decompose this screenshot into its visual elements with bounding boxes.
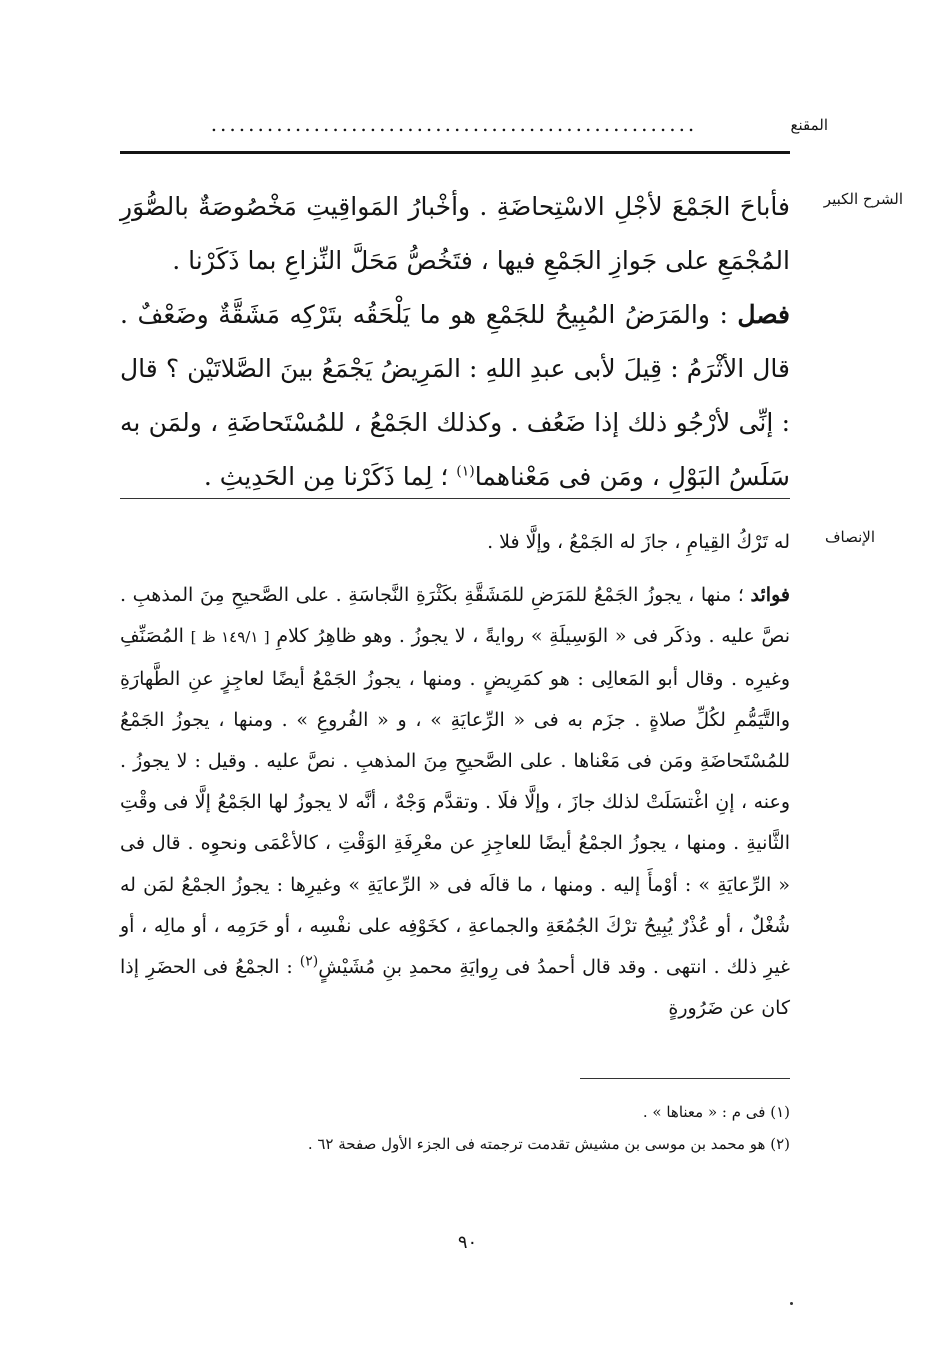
footnote-rule xyxy=(580,1078,790,1079)
sharh-text-block xyxy=(120,180,790,504)
footnote-1: (١) فى م : « معناها » . xyxy=(642,1103,790,1121)
fawaid-text-end: : الجمْعُ فى الحضَرِ إذا كان عن ضَرُورةٍ xyxy=(120,956,790,1020)
running-header-title: المقنع xyxy=(790,116,828,134)
sharh-side-label: الشرح الكبير xyxy=(823,190,903,208)
insaf-side-label: الإنصاف xyxy=(824,528,875,546)
fawaid-text-a: ؛ منها ، يجوزُ الجَمْعُ للمَرَضِ للمَشَقَّةِ بكَثْرَةِ النَّجاسَةِ . على الصَّحيحِ مِنَ المذهبِ . نصَّ عليه . وذكَر فى « الوَسِيلَةِ » روايةً ، لا يجوزُ . وهو ظاهِرُ كلامِ xyxy=(120,584,790,648)
header-rule xyxy=(120,151,790,154)
sharh-paragraph-2 xyxy=(120,288,790,504)
footnote-ref-2: (٢) xyxy=(299,953,319,970)
footnotes xyxy=(120,1096,790,1160)
page-number: ٩٠ xyxy=(457,1232,478,1253)
insaf-line-1: له تَرْكُ القِيامِ ، جازَ له الجَمْعُ ، وإلَّا فلا . xyxy=(487,531,790,553)
header-dot-leader: .................................................... xyxy=(210,112,698,136)
section-divider xyxy=(120,498,790,499)
insaf-text-block xyxy=(120,522,790,1029)
footnote-ref-1: (١) xyxy=(456,463,475,480)
sharh-paragraph-2-text: : والمَرَضُ المُبِيحُ للجَمْعِ هو ما يَلْحَقُه بتَرْكِه مَشَقَّةٌ وضَعْفٌ . قال الأثْرَمُ : قِيلَ لأبى عبدِ اللهِ : المَرِيضُ يَجْمَعُ بينَ الصَّلاتَيْن ؟ قال : إنِّى لأرْجُو ذلك إذا ضَعُف . وكذلك الجَمْعُ ، للمُسْتَحاضَةِ ، ولمَن به سَلَسُ البَوْلِ ، ومَن فى مَعْناهما xyxy=(120,300,791,491)
footnote-2: (٢) هو محمد بن موسى بن مشيش تقدمت ترجمته فى الجزء الأول صفحة ٦٢ . xyxy=(307,1135,790,1153)
sharh-paragraph-1: فأباحَ الجَمْعَ لأجْلِ الاسْتِحاضَةِ . وأخْبارُ المَواقِيتِ مَخْصُوصَةٌ بالصُّوَرِ المُجْمَعِ على جَوازِ الجَمْعِ فيها ، فتَخُصُّ مَحَلَّ النِّزاعِ بما ذَكَرْنا . xyxy=(120,192,790,275)
fawaid-text-b: المُصَنِّفِ وغيرِه . وقال أبو المَعالِى : هو كمَرِيضٍ . ومنها ، يجوزُ الجَمْعُ أيضًا لعاجِزٍ عنِ الطَّهارَةِ والتَّيَمُّمِ لكُلِّ صلاةٍ . جزَم به فى « الرِّعايَةِ » ، و « الفُروعِ » . ومنها ، يجوزُ الجَمْعُ للمُسْتَحاضَةِ ومَن فى مَعْناها . على الصَّحيحِ مِنَ المذهبِ . نصَّ عليه . وقيل : لا يجوزُ . وعنه ، إنِ اغْتسَلَتْ لذلك جازَ ، وإلَّا فلَا . وتقدَّم وَجْهٌ ، أنَّه لا يجوزُ لها الجَمْعُ إلَّا فى وقْتِ الثَّانيةِ . ومنها ، يجوزُ الجمْعُ أيضًا للعاجِزِ عن معْرِفَةِ الوَقْتِ ، كالأعْمَى ونحوِه . قال فى « الرِّعايَةِ » : أوْمأَ إليه . ومنها ، ما قالَه فى « الرِّعايَةِ » وغيرِها : يجوزُ الجمْعُ لمَن له شُغْلٌ ، أو عُذْرٌ يُبِيحُ ترْكَ الجُمُعَةِ والجماعةِ ، كخَوْفِه على نفْسِه ، أو حَرَمِه ، أو مالِه ، أو غيرِ ذلك . انتهى . وقد قال أحمدُ فى رِوايَةِ محمدِ بنِ مُشَيْشٍ xyxy=(120,625,790,979)
manuscript-page-ref: [ ١٤٩/١ ظ ] xyxy=(190,628,270,647)
fasl-heading: فصل xyxy=(737,300,790,329)
fawaid-heading: فوائد xyxy=(750,584,790,607)
sharh-paragraph-2-end: ؛ لِما ذَكَرْنا مِن الحَدِيثِ . xyxy=(203,462,457,491)
print-speck xyxy=(790,1302,793,1305)
insaf-fawaid-paragraph xyxy=(120,575,790,1029)
